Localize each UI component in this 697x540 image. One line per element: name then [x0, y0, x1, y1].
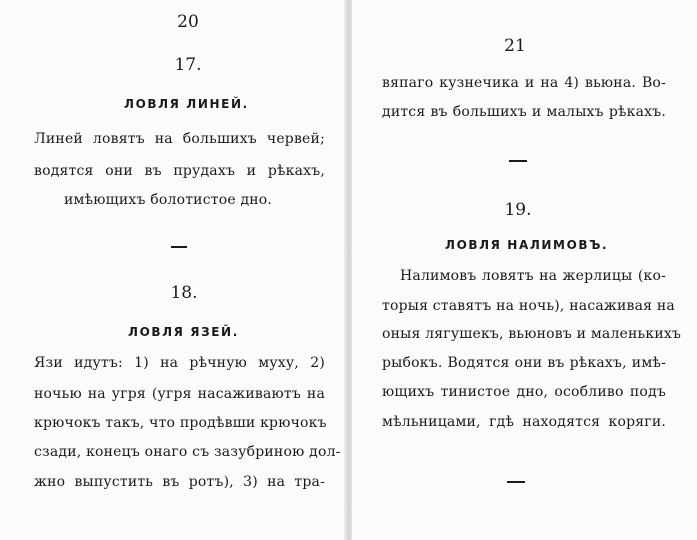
left-page	[0, 0, 346, 540]
section-heading: ЛОВЛЯ НАЛИМОВЪ.	[445, 238, 609, 252]
separator-dash	[509, 160, 527, 162]
text-line: дится въ большихъ и малыхъ рѣкахъ.	[382, 104, 666, 120]
text-line: ющихъ тинистое дно, особливо подъ	[382, 384, 666, 400]
right-page	[352, 0, 697, 540]
text-line: крючокъ такъ, что продѣвши крючокъ	[34, 415, 327, 431]
text-line: рыбокъ. Водятся они въ рѣкахъ, имѣ-	[382, 355, 666, 371]
text-line: водятся они въ прудахъ и рѣкахъ,	[34, 163, 325, 179]
section-number: 17.	[174, 55, 202, 75]
text-line: оныя лягушекъ, вьюновъ и маленькихъ	[382, 326, 682, 342]
text-line: имѣющихъ болотистое дно.	[64, 192, 273, 208]
section-heading: ЛОВЛЯ ЯЗЕЙ.	[128, 325, 239, 339]
text-line: Налимовъ ловятъ на жерлицы (ко-	[400, 268, 666, 284]
end-mark-dash	[507, 481, 525, 483]
text-line: Язи идутъ: 1) на рѣчную муху, 2)	[34, 355, 325, 371]
section-heading: ЛОВЛЯ ЛИНЕЙ.	[124, 97, 249, 111]
text-line: вяпаго кузнечика и на 4) вьюна. Во-	[382, 75, 666, 91]
text-line: торыя ставятъ на ночь), насаживая на	[382, 298, 675, 314]
text-line: ночью на угря (угря насаживаютъ на	[34, 386, 325, 402]
text-line: мѣльницами, гдѣ находятся коряги.	[382, 414, 666, 430]
section-number: 18.	[170, 283, 198, 303]
text-line: жно выпустить въ ротъ), 3) на тра-	[34, 474, 325, 490]
page-number: 21	[504, 36, 526, 56]
text-line: сзади, конецъ онаго съ зазубриною дол-	[34, 444, 341, 460]
page-number: 20	[177, 12, 199, 32]
section-number: 19.	[504, 200, 532, 220]
separator-dash	[171, 246, 187, 248]
text-line: Линей ловятъ на большихъ червей;	[34, 131, 325, 147]
